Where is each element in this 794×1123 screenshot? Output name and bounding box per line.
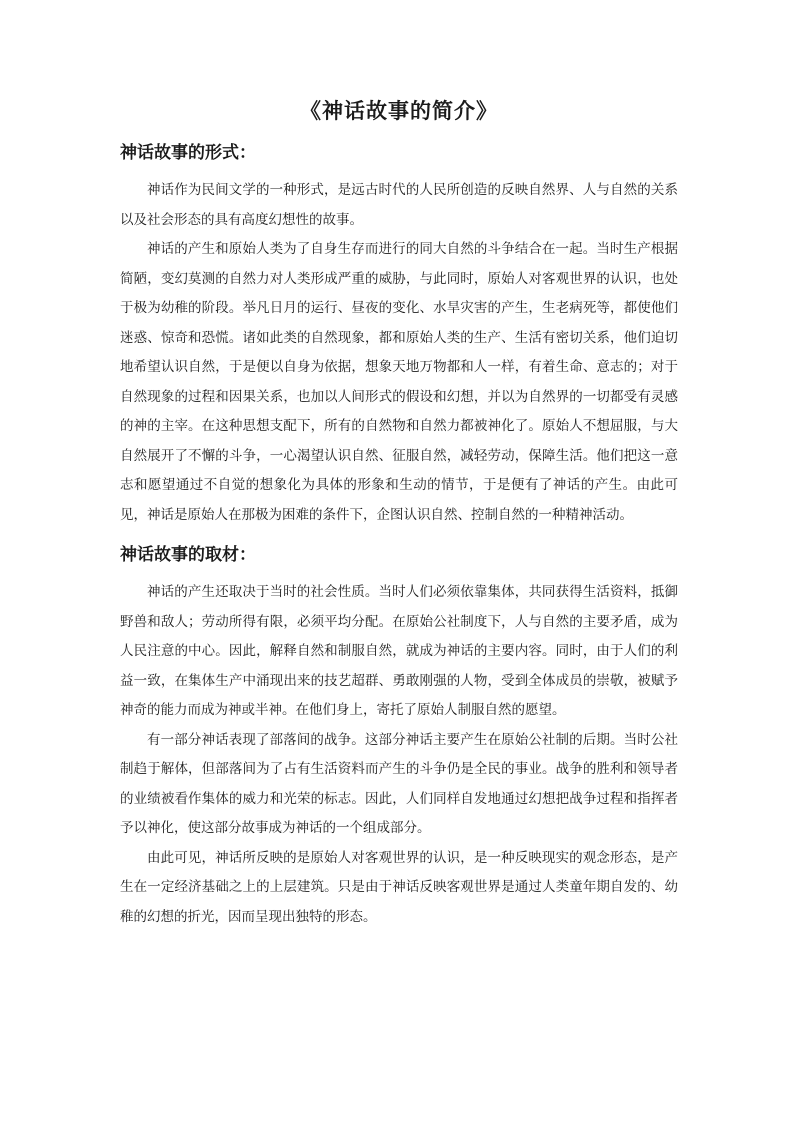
- paragraph: 有一部分神话表现了部落间的战争。这部分神话主要产生在原始公社制的后期。当时公社制趋于解体，但部落间为了占有生活资料而产生的斗争仍是全民的事业。战争的胜利和领导者的业绩被看作集体的威力和光荣的标志。因此，人们同样自发地通过幻想把战争过程和指挥者予以神化，使这部分故事成为神话的一个组成部分。: [120, 731, 678, 836]
- section-form: [120, 140, 678, 530]
- paragraph: 神话的产生和原始人类为了自身生存而进行的同大自然的斗争结合在一起。当时生产根据简陋，变幻莫测的自然力对人类形成严重的威胁，与此同时，原始人对客观世界的认识，也处于极为幼稚的阶段。举凡日月的运行、昼夜的变化、水旱灾害的产生，生老病死等，都使他们迷惑、惊奇和恐慌。诸如此类的自然现象，都和原始人类的生产、生活有密切关系，他们迫切地希望认识自然，于是便以自身为依据，想象天地万物都和人一样，有着生命、意志的；对于自然现象的过程和因果关系，也加以人间形式的假设和幻想，并以为自然界的一切都受有灵感的神的主宰。在这种思想支配下，所有的自然物和自然力都被神化了。原始人不想屈服，与大自然展开了不懈的斗争，一心渴望认识自然、征服自然，减轻劳动，保障生活。他们把这一意志和愿望通过不自觉的想象化为具体的形象和生动的情节，于是便有了神话的产生。由此可见，神话是原始人在那极为困难的条件下，企图认识自然、控制自然的一种精神活动。: [120, 241, 678, 523]
- document-page: [120, 96, 678, 934]
- section-heading-form: 神话故事的形式：: [120, 143, 256, 163]
- section-material: [120, 542, 678, 932]
- document-title: 《神话故事的简介》: [300, 98, 498, 123]
- section-heading-material: 神话故事的取材：: [120, 545, 256, 565]
- paragraph: 由此可见，神话所反映的是原始人对客观世界的认识，是一种反映现实的观念形态，是产生在一定经济基础之上的上层建筑。只是由于神话反映客观世界是通过人类童年期自发的、幼稚的幻想的折光，因而呈现出独特的形态。: [120, 849, 678, 925]
- paragraph: 神话的产生还取决于当时的社会性质。当时人们必须依靠集体，共同获得生活资料，抵御野兽和敌人；劳动所得有限，必须平均分配。在原始公社制度下，人与自然的主要矛盾，成为人民注意的中心。因此，解释自然和制服自然，就成为神话的主要内容。同时，由于人们的利益一致，在集体生产中涌现出来的技艺超群、勇敢刚强的人物，受到全体成员的崇敬，被赋予神奇的能力而成为神或半神。在他们身上，寄托了原始人制服自然的愿望。: [120, 584, 678, 718]
- paragraph: 神话作为民间文学的一种形式，是远古时代的人民所创造的反映自然界、人与自然的关系以及社会形态的具有高度幻想性的故事。: [120, 182, 678, 228]
